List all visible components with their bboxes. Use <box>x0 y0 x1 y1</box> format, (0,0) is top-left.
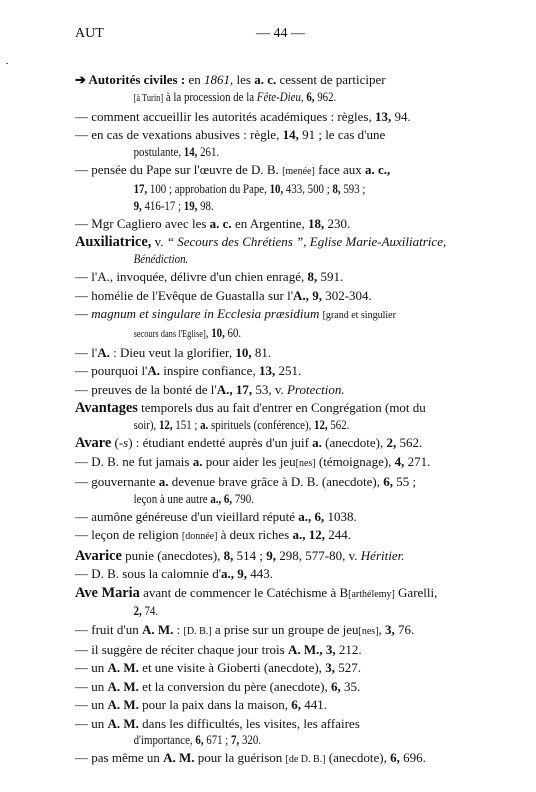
entry-text: 514 ; <box>233 547 267 563</box>
entry-text: 6, <box>195 732 204 748</box>
entry-text: A. M. <box>107 697 139 713</box>
editorial-note: secours dans l'Eglise] <box>133 328 206 340</box>
entry-text: : <box>173 621 184 637</box>
entry-line <box>75 660 505 677</box>
entry-text: (anecdote), <box>325 750 391 766</box>
index-entry <box>75 527 505 546</box>
entry-continuation-line <box>75 198 435 215</box>
index-entry <box>75 109 505 126</box>
entry-text: “ Secours des Chrétiens ”, Eglise Marie-Auxiliatrice, <box>166 234 447 250</box>
entry-text: — preuves de la bonté de l' <box>75 381 217 397</box>
entry-text: , <box>205 324 212 340</box>
entry-text: — pensée du Pape sur l'œuvre de D. B. <box>75 162 283 178</box>
entry-text: — pourquoi l' <box>75 363 148 379</box>
entry-text: 320. <box>239 732 261 748</box>
entry-text: pour aider les jeu <box>202 453 296 469</box>
entry-text: -s <box>118 435 129 451</box>
entry-text: 10, <box>211 324 225 340</box>
entry-text: — l' <box>75 345 98 361</box>
index-entry <box>75 127 505 160</box>
entry-text: 962. <box>314 88 337 104</box>
entry-text: 13, <box>374 108 392 124</box>
entry-text: Protection. <box>286 381 345 397</box>
entry-text: a., <box>210 490 222 506</box>
entry-text: à la procession de la <box>163 88 257 104</box>
index-entry <box>75 234 505 267</box>
entry-text: soir), <box>133 416 159 432</box>
entry-line <box>75 509 505 526</box>
entry-text: pour la paix dans la maison, <box>138 697 292 713</box>
editorial-note: [nes] <box>295 457 316 469</box>
entry-text: 6, <box>223 490 233 506</box>
headword: Ave Maria <box>75 584 140 601</box>
entry-line <box>75 642 505 659</box>
index-entry <box>75 345 505 362</box>
entry-line <box>75 345 505 362</box>
entry-text: 6, <box>291 697 302 713</box>
entry-line <box>75 566 505 583</box>
entry-text: en Argentine, <box>231 215 308 231</box>
entry-text: 17, <box>235 381 253 397</box>
entry-line <box>75 234 505 251</box>
entry-text: — pas même un <box>75 750 164 766</box>
index-entry <box>75 716 505 749</box>
index-entry <box>75 400 505 433</box>
entry-text: A. M. <box>107 715 139 731</box>
index-entry <box>75 72 505 107</box>
editorial-note: [grand et singulier <box>322 310 396 322</box>
entry-text: pour la guérison <box>194 750 286 766</box>
entry-text: A., <box>293 287 309 303</box>
entry-continuation-line <box>75 417 435 434</box>
entry-text: postulante, <box>133 143 184 159</box>
entry-text: A. M. <box>107 678 139 694</box>
entry-text: Autorités civiles : <box>88 72 186 87</box>
entry-text: Bénédiction. <box>133 250 189 266</box>
entry-text: 13, <box>258 363 276 379</box>
entry-text: — un <box>75 697 108 713</box>
entry-text: devenue brave grâce à D. B. (anecdote), <box>168 474 384 490</box>
entry-text: 76. <box>394 621 415 637</box>
entry-text: A. <box>147 363 161 379</box>
entry-text: 6, <box>306 88 315 104</box>
entry-text: 302-304. <box>321 287 372 303</box>
editorial-note: [de D. B.] <box>285 754 326 766</box>
entry-text: A. M. <box>141 621 174 637</box>
scan-speck <box>6 63 8 64</box>
entry-text: d'importance, <box>133 732 196 748</box>
entry-text: 298, 577-80, v. <box>276 547 361 563</box>
entry-text: 9, <box>266 547 277 563</box>
entry-text: — en cas de vexations abusives : règle, <box>75 127 283 143</box>
section-label: AUT <box>75 26 104 41</box>
entry-text: ) : étudiant endetté auprès d'un juif <box>128 435 313 451</box>
entry-text: — D. B. ne fut jamais <box>75 453 193 469</box>
entry-text: 12, <box>158 416 173 432</box>
entry-text: a. <box>158 474 169 490</box>
entry-text: 212. <box>335 641 362 657</box>
entry-text: — un <box>75 660 108 676</box>
entry-line <box>75 306 505 325</box>
entry-text: 230. <box>324 215 351 231</box>
entry-line <box>75 750 505 769</box>
entry-text: 53, v. <box>252 381 287 397</box>
entry-text: 19, <box>183 197 198 213</box>
entry-text: 443. <box>247 566 274 582</box>
entry-line <box>75 162 505 181</box>
index-entry <box>75 382 505 399</box>
entry-text: a. c. <box>254 72 277 87</box>
entry-text: 671 ; <box>203 732 232 748</box>
entry-text: — <box>75 306 92 322</box>
entry-text: 98. <box>197 197 214 213</box>
entry-text: 591. <box>317 269 344 285</box>
entry-text: 151 ; <box>172 416 201 432</box>
entry-continuation-line <box>75 144 435 161</box>
entry-text: 8, <box>332 180 341 196</box>
entry-line <box>75 127 505 144</box>
entry-text: 9, <box>237 566 248 582</box>
entry-text: — homélie de l'Evêque de Guastalla sur l' <box>75 287 294 303</box>
entry-text: 91 ; le cas d'une <box>298 127 386 143</box>
entry-text: 593 ; <box>340 180 366 196</box>
entry-text: — aumône généreuse d'un vieillard réputé <box>75 509 299 524</box>
entry-text: Garelli, <box>394 584 438 600</box>
entry-text: v. <box>151 234 167 250</box>
entry-text: 18, <box>308 215 325 231</box>
editorial-note: [menée] <box>282 166 315 178</box>
entry-text: : Dieu veut la glorifier, <box>109 345 236 361</box>
entry-text: 100 ; approbation du Pape, <box>147 180 270 196</box>
entry-line <box>75 548 505 565</box>
entry-text: leçon à une autre <box>133 490 211 506</box>
entry-line <box>75 454 505 473</box>
entry-text: — D. B. sous la calomnie d' <box>75 566 222 582</box>
headword: Avarice <box>75 547 122 564</box>
entry-text: 3, <box>325 641 336 657</box>
index-entry <box>75 216 505 233</box>
entry-text: 261. <box>197 143 220 159</box>
entry-line <box>75 679 505 696</box>
entry-text: 6, <box>390 750 400 766</box>
entry-text: 12, <box>308 527 325 543</box>
editorial-note: [arthélemy] <box>348 588 395 600</box>
entry-text: 562. <box>327 416 350 432</box>
entry-text: 251. <box>275 363 302 379</box>
entry-text: 14, <box>282 127 299 143</box>
entry-text: en <box>185 72 204 87</box>
entry-text: 14, <box>183 143 198 159</box>
entry-continuation-line <box>75 251 435 268</box>
entry-text: (témoignage), <box>315 453 395 469</box>
entry-text: ( <box>111 435 119 451</box>
index-entry <box>75 435 505 452</box>
entry-text: — gouvernante <box>75 474 159 490</box>
entry-continuation-line <box>75 603 435 620</box>
entry-continuation-line <box>75 325 435 344</box>
entry-text: 527. <box>334 660 361 676</box>
entry-line <box>75 527 505 546</box>
entry-line <box>75 382 505 399</box>
entry-text: 10, <box>269 180 284 196</box>
entry-text: 6, <box>314 509 325 524</box>
entry-text: 35. <box>340 678 361 694</box>
entry-line <box>75 72 505 89</box>
entry-text: 3, <box>325 660 335 676</box>
entry-text: a. <box>312 435 322 451</box>
entry-text: temporels dus au fait d'entrer en Congrégation (mot du <box>137 400 426 416</box>
entry-text: — l'A., invoquée, délivre d'un chien enragé, <box>75 269 308 285</box>
entry-text: 244. <box>325 527 351 543</box>
entry-line <box>75 716 505 733</box>
entry-text: a., <box>292 527 306 543</box>
entry-text: 2, <box>386 435 397 451</box>
entry-text: 1861, <box>203 72 234 87</box>
entry-continuation-line <box>75 181 435 198</box>
entry-text: a., <box>221 566 235 582</box>
entry-text: , <box>378 621 386 637</box>
entry-text: a. <box>200 416 209 432</box>
entry-text: 2, <box>133 603 142 619</box>
entry-text: 60. <box>224 324 242 340</box>
running-header <box>75 26 486 44</box>
entry-text: — Mgr Cagliero avec les <box>75 215 210 231</box>
index-entry <box>75 566 505 583</box>
index-entry <box>75 548 505 565</box>
entry-text: A. M., <box>287 641 323 657</box>
entry-text: et une visite à Gioberti (anecdote), <box>138 660 326 676</box>
entry-text: — fruit d'un <box>75 621 142 637</box>
entry-text: 416-17 ; <box>141 197 184 213</box>
entry-text: 1038. <box>324 509 357 524</box>
headword: Auxiliatrice, <box>75 234 152 251</box>
index-entry <box>75 585 505 620</box>
entry-text: 790. <box>232 490 254 506</box>
entry-continuation-line <box>75 89 435 108</box>
entry-text: 8, <box>223 547 234 563</box>
entry-text: les <box>233 72 255 87</box>
entry-continuation-line <box>75 491 435 508</box>
entry-text: 55 ; <box>393 474 417 490</box>
editorial-note: [nes] <box>358 625 379 637</box>
entry-text: 433, 500 ; <box>283 180 333 196</box>
entry-continuation-line <box>75 732 435 749</box>
entry-text: 10, <box>235 345 252 361</box>
entry-line <box>75 216 505 233</box>
entry-text: 441. <box>301 697 328 713</box>
entry-text: face aux <box>314 162 365 178</box>
index-entry <box>75 363 505 380</box>
entry-text: inspire confiance, <box>160 363 259 379</box>
entry-text: A., <box>216 381 233 397</box>
entry-text: 81. <box>251 345 272 361</box>
index-entry <box>75 679 505 696</box>
index-entry <box>75 474 505 507</box>
editorial-note: [à Turin] <box>133 92 164 104</box>
index-entry <box>75 269 505 286</box>
entry-text: punie (anecdotes), <box>121 547 224 563</box>
entry-text: (anecdote), <box>321 435 387 451</box>
index-entry <box>75 642 505 659</box>
index-entry <box>75 660 505 677</box>
entry-text: avant de commencer le Catéchisme à B <box>139 584 349 600</box>
entry-line <box>75 109 505 126</box>
index-entry <box>75 306 505 343</box>
entry-text: a. c., <box>365 162 391 178</box>
page-number: — 44 — <box>256 26 305 41</box>
index-entry <box>75 750 505 769</box>
entry-line <box>75 435 505 452</box>
entry-text: a. c. <box>209 215 232 231</box>
entry-line <box>75 400 505 417</box>
entry-text: A. <box>97 345 110 361</box>
entry-text: 17, <box>133 180 148 196</box>
entry-text: A. M. <box>163 750 195 766</box>
entry-text: — il suggère de réciter chaque jour trois <box>75 641 288 657</box>
entry-text: 6, <box>330 678 341 694</box>
headword: Avantages <box>75 400 138 417</box>
entry-text: dans les difficultés, les visites, les affaires <box>138 715 360 731</box>
headword: Avare <box>75 435 112 452</box>
entry-line <box>75 697 505 714</box>
entry-text: a., <box>298 509 312 524</box>
entry-text: — un <box>75 678 108 694</box>
index-entry <box>75 454 505 473</box>
index-column <box>75 72 505 771</box>
entry-text: 94. <box>391 108 411 124</box>
entry-text: et la conversion du père (anecdote), <box>138 678 331 694</box>
entry-line <box>75 474 505 491</box>
entry-text: 9, <box>312 287 322 303</box>
entry-text: 271. <box>404 453 431 469</box>
entry-text: A. M. <box>107 660 139 676</box>
entry-line <box>75 363 505 380</box>
entry-text: 6, <box>383 474 394 490</box>
entry-text: 74. <box>141 603 159 619</box>
editorial-note: [D. B.] <box>183 625 212 637</box>
entry-text: a prise sur un groupe de jeu <box>211 621 359 637</box>
entry-text: 9, <box>133 197 142 213</box>
entry-text: 562. <box>396 435 423 451</box>
entry-text: 4, <box>394 453 405 469</box>
entry-text: Fête-Dieu, <box>256 88 304 104</box>
entry-text: 7, <box>231 732 240 748</box>
entry-line <box>75 269 505 286</box>
editorial-note: [donnée] <box>181 531 218 543</box>
index-entry <box>75 288 505 305</box>
entry-text: à deux riches <box>217 527 293 543</box>
index-entry <box>75 162 505 214</box>
index-entry <box>75 697 505 714</box>
entry-text: — comment accueillir les autorités académiques : règles, <box>75 108 375 124</box>
entry-text: a. <box>192 453 203 469</box>
entry-text: 8, <box>307 269 318 285</box>
index-entry <box>75 509 505 526</box>
entry-text: Héritier. <box>360 547 405 563</box>
entry-text: ➔ <box>75 72 89 87</box>
entry-text: 3, <box>385 621 395 637</box>
entry-line <box>75 622 505 641</box>
entry-line <box>75 585 505 604</box>
entry-text: — un <box>75 715 108 731</box>
entry-line <box>75 288 505 305</box>
entry-text: cessent de participer <box>276 72 386 87</box>
entry-text: — leçon de religion <box>75 527 182 543</box>
entry-text: magnum et singulare in Ecclesia præsidium <box>91 306 320 322</box>
entry-text: 696. <box>399 750 426 766</box>
entry-text: spirituels (conférence), <box>208 416 315 432</box>
entry-text: 12, <box>314 416 328 432</box>
index-entry <box>75 622 505 641</box>
